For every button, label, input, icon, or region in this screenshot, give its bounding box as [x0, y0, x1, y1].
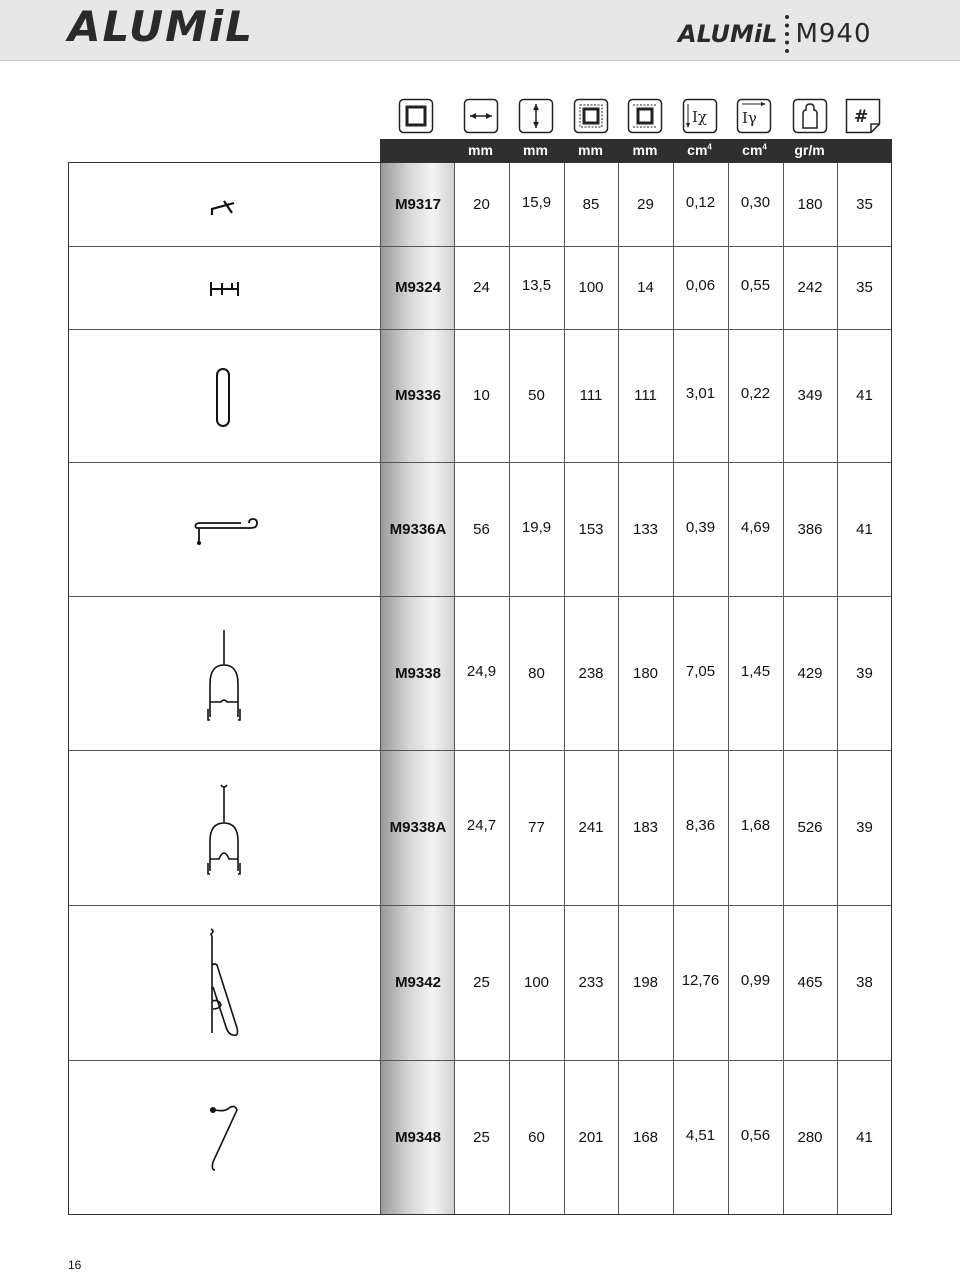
value-die: 38 [856, 974, 873, 991]
value-weight: 429 [797, 665, 823, 682]
value-inertia-y: 0,56 [740, 1127, 771, 1144]
value-width: 24 [473, 279, 490, 296]
profile-code: M9336 [395, 387, 441, 404]
value-outline: 133 [632, 521, 659, 538]
unit-weight: gr/m [794, 142, 825, 158]
profile-m9336a-icon [191, 513, 261, 549]
series-name: M940 [795, 19, 872, 49]
value-weight: 526 [797, 819, 823, 836]
col-divider [509, 163, 510, 1214]
svg-text:#: # [854, 107, 869, 127]
profile-code: M9342 [395, 974, 441, 991]
value-inertia-y: 0,22 [740, 385, 771, 402]
profile-m9338-icon [199, 627, 249, 727]
value-outline: 29 [637, 196, 654, 213]
profile-code: M9348 [395, 1129, 441, 1146]
value-weight: 386 [797, 521, 823, 538]
profile-m9324-icon [206, 278, 246, 300]
width-icon [463, 98, 499, 134]
col-divider [618, 163, 619, 1214]
value-outline: 168 [632, 1129, 659, 1146]
col-divider [380, 163, 381, 1214]
svg-text:Iχ: Iχ [692, 108, 708, 126]
value-die: 39 [856, 665, 873, 682]
value-outline: 180 [632, 665, 659, 682]
value-height: 60 [528, 1129, 545, 1146]
col-divider [454, 163, 455, 1214]
value-inertia-x: 7,05 [685, 663, 716, 680]
value-die: 41 [856, 1129, 873, 1146]
value-inertia-y: 1,68 [740, 817, 771, 834]
value-inertia-x: 8,36 [685, 817, 716, 834]
profile-code: M9338A [389, 819, 447, 836]
value-height: 19,9 [521, 519, 552, 536]
unit-inertia-y: $cm^4$ [742, 142, 767, 158]
value-die: 35 [856, 279, 873, 296]
header-bar [0, 0, 960, 61]
col-divider [837, 163, 838, 1214]
profile-code: M9317 [395, 196, 441, 213]
units-header [380, 139, 892, 162]
value-section: 241 [578, 819, 604, 836]
value-section: 201 [578, 1129, 604, 1146]
code-column-shade [381, 163, 455, 1214]
value-inertia-x: 0,06 [685, 277, 716, 294]
row-divider [69, 596, 891, 597]
profile-code: M9336A [389, 521, 447, 538]
value-inertia-y: 1,45 [740, 663, 771, 680]
profile-m9342-icon [201, 925, 251, 1045]
svg-text:Iγ: Iγ [742, 109, 757, 127]
value-die: 35 [856, 196, 873, 213]
value-outline: 14 [637, 279, 654, 296]
row-divider [69, 329, 891, 330]
value-weight: 180 [797, 196, 823, 213]
value-die: 41 [856, 521, 873, 538]
profile-m9336-icon [209, 366, 239, 430]
outline-icon [627, 98, 663, 134]
value-section: 111 [579, 387, 603, 404]
row-divider [69, 750, 891, 751]
value-width: 20 [473, 196, 490, 213]
value-die: 39 [856, 819, 873, 836]
inertia-y-icon [736, 98, 772, 134]
value-inertia-y: 0,55 [740, 277, 771, 294]
page-number: 16 [68, 1258, 82, 1272]
value-outline: 198 [632, 974, 659, 991]
value-width: 24,9 [466, 663, 497, 680]
value-inertia-x: 12,76 [681, 972, 720, 989]
value-height: 50 [528, 387, 545, 404]
series-brand: ALUMiL [678, 20, 778, 48]
value-width: 56 [473, 521, 490, 538]
value-width: 24,7 [466, 817, 497, 834]
value-height: 77 [528, 819, 545, 836]
profiles-table [68, 162, 892, 1215]
value-weight: 349 [797, 387, 823, 404]
value-height: 13,5 [521, 277, 552, 294]
profile-code: M9338 [395, 665, 441, 682]
col-divider [564, 163, 565, 1214]
unit-height: mm [523, 142, 548, 158]
row-divider [69, 1060, 891, 1061]
value-section: 238 [578, 665, 604, 682]
value-width: 25 [473, 1129, 490, 1146]
value-height: 80 [528, 665, 545, 682]
value-outline: 183 [632, 819, 659, 836]
section-area-icon [573, 98, 609, 134]
row-divider [69, 246, 891, 247]
value-section: 85 [582, 196, 600, 213]
value-inertia-x: 0,12 [685, 194, 716, 211]
value-width: 25 [473, 974, 490, 991]
value-inertia-y: 0,30 [740, 194, 771, 211]
height-icon [518, 98, 554, 134]
value-inertia-x: 3,01 [685, 385, 716, 402]
col-divider [673, 163, 674, 1214]
value-width: 10 [473, 387, 490, 404]
value-inertia-y: 4,69 [740, 519, 771, 536]
row-divider [69, 905, 891, 906]
row-divider [69, 462, 891, 463]
brand-logo: ALUMiL [68, 2, 255, 51]
col-divider [783, 163, 784, 1214]
column-icons [0, 98, 960, 138]
value-weight: 242 [797, 279, 823, 296]
unit-inertia-x: $cm^4$ [687, 142, 712, 158]
value-section: 100 [578, 279, 604, 296]
profile-m9317-icon [204, 191, 244, 221]
profile-m9348-icon [201, 1098, 247, 1178]
value-section: 153 [578, 521, 604, 538]
value-inertia-y: 0,99 [740, 972, 771, 989]
inertia-x-icon [682, 98, 718, 134]
value-inertia-x: 0,39 [685, 519, 716, 536]
logo-divider [785, 15, 789, 53]
series-logo [678, 14, 872, 54]
value-weight: 280 [797, 1129, 823, 1146]
die-number-icon [845, 98, 881, 134]
value-height: 100 [523, 974, 550, 991]
weight-icon [792, 98, 828, 134]
value-die: 41 [856, 387, 873, 404]
col-divider [728, 163, 729, 1214]
profile-code: M9324 [395, 279, 441, 296]
unit-section: mm [578, 142, 603, 158]
outer-frame-icon [398, 98, 434, 134]
value-height: 15,9 [521, 194, 552, 211]
unit-outline: mm [632, 142, 658, 158]
unit-width: mm [468, 142, 493, 158]
value-section: 233 [578, 974, 604, 991]
profile-m9338a-icon [199, 781, 249, 881]
value-inertia-x: 4,51 [685, 1127, 716, 1144]
value-weight: 465 [797, 974, 823, 991]
value-outline: 111 [634, 387, 657, 404]
